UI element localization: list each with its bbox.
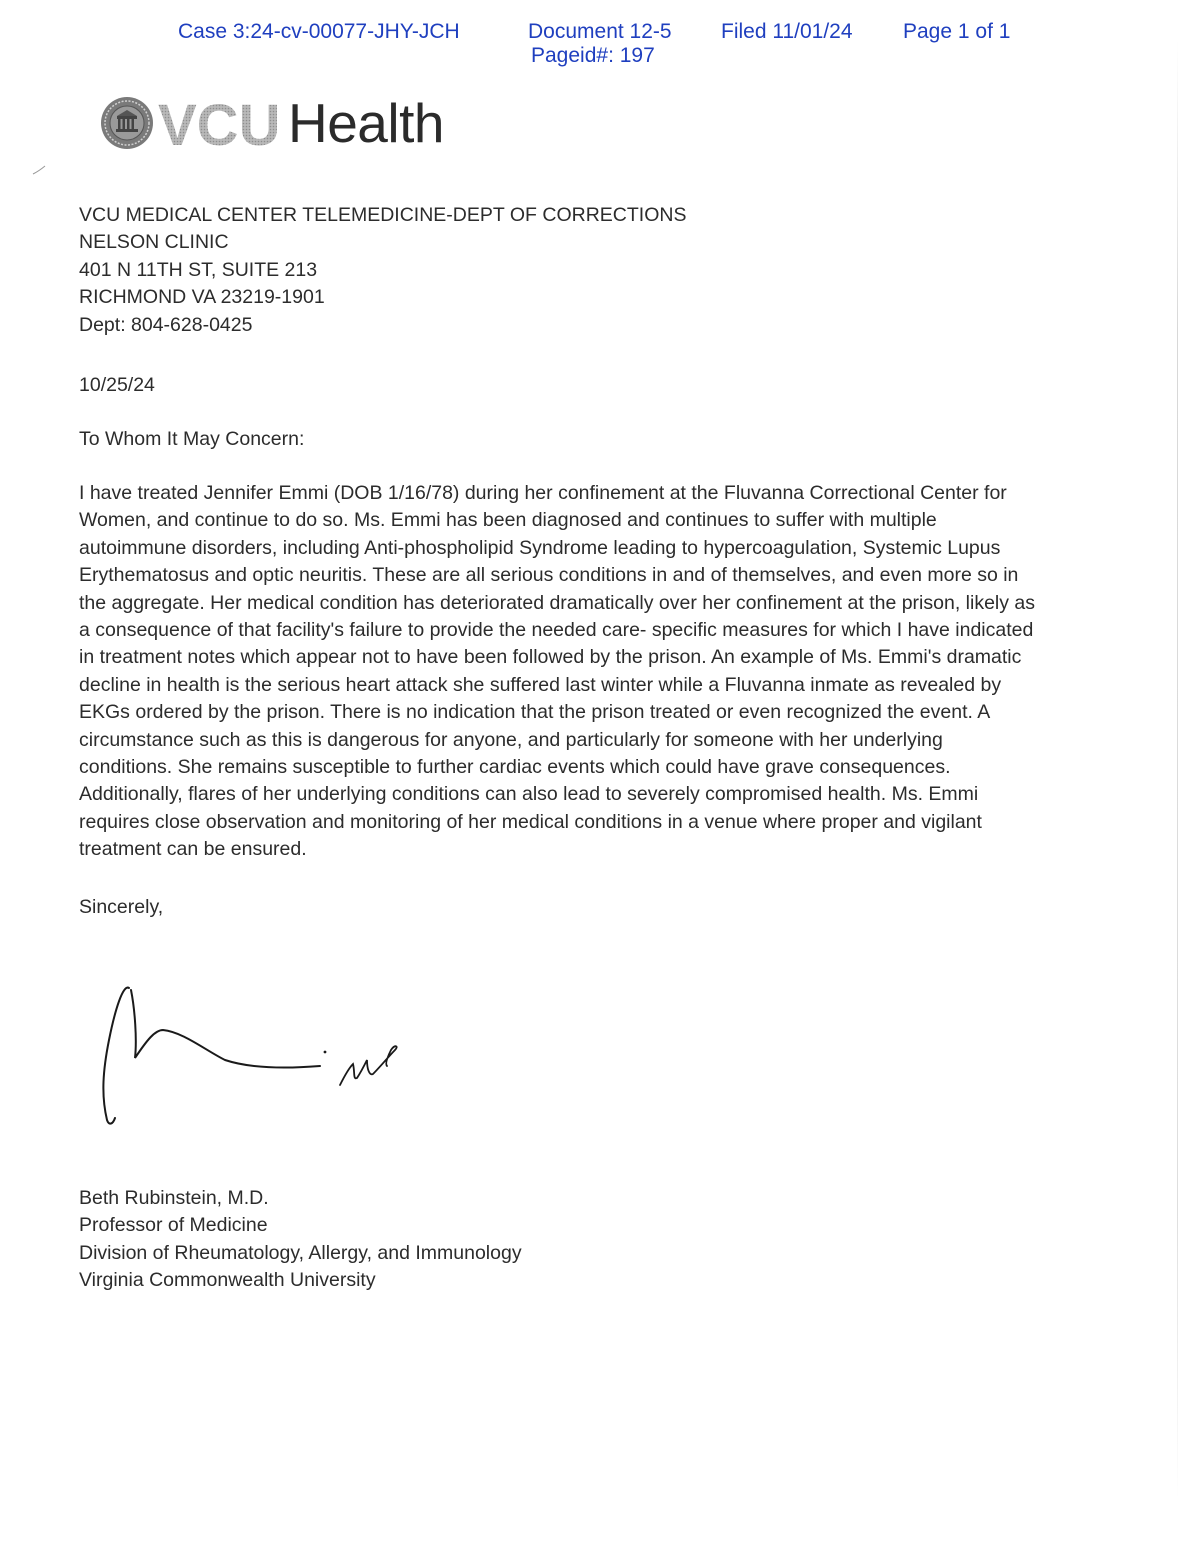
case-number: Case 3:24-cv-00077-JHY-JCH [178,20,460,43]
handwritten-signature [95,980,415,1130]
paragraph-line: a consequence of that facility's failure to provide the needed care- specific measures for which I have indicated [79,619,1034,642]
vcu-health-logo [100,92,460,154]
signer-name: Beth Rubinstein, M.D. [79,1187,269,1209]
paragraph-line: autoimmune disorders, including Anti-phospholipid Syndrome leading to hypercoagulation, Systemic Lupus [79,536,1001,559]
document-number: Document 12-5 [528,20,672,43]
signer-institution: Virginia Commonwealth University [79,1269,376,1292]
paragraph-line: circumstance such as this is dangerous for anyone, and particularly for someone with her underlying [79,728,943,751]
paragraph-line: in treatment notes which appear not to have been followed by the prison. An example of Ms. Emmi's dramatic [79,646,1022,669]
paragraph-line: decline in health is the serious heart attack she suffered last winter while a Fluvanna inmate as revealed by [79,673,1002,696]
address-line: 401 N 11TH ST, SUITE 213 [79,258,318,281]
paragraph-line: EKGs ordered by the prison. There is no indication that the prison treated or even recognized the event. A [79,701,991,724]
svg-text:VCU: VCU [158,93,281,154]
address-line: NELSON CLINIC [79,231,229,254]
paragraph-line: requires close observation and monitoring of her medical conditions in a venue where proper and vigilant [79,810,982,833]
clinic-address-block [79,202,686,339]
scan-edge [1177,40,1178,1500]
paragraph-line: Women, and continue to do so. Ms. Emmi has been diagnosed and continues to suffer with multiple [79,509,937,532]
signer-division: Division of Rheumatology, Allergy, and Immunology [79,1241,522,1264]
health-wordmark: Health [288,92,444,154]
vcu-wordmark [158,92,288,154]
page-number: Page 1 of 1 [903,20,1011,43]
scan-mark [32,165,46,175]
letter-body-paragraph [79,480,1129,864]
letter-date: 10/25/24 [79,374,155,396]
paragraph-line: the aggregate. Her medical condition has deteriorated dramatically over her confinement at the prison, likely as [79,591,1036,614]
paragraph-line: Erythematosus and optic neuritis. These are all serious conditions in and of themselves, and even more so in [79,564,1019,587]
paragraph-line: I have treated Jennifer Emmi (DOB 1/16/78) during her confinement at the Fluvanna Correctional Center for [79,482,1007,504]
letter-closing: Sincerely, [79,896,164,918]
court-filing-header [0,18,1200,67]
signer-block [79,1185,522,1295]
salutation: To Whom It May Concern: [79,428,305,450]
paragraph-line: treatment can be ensured. [79,838,307,861]
address-line: VCU MEDICAL CENTER TELEMEDICINE-DEPT OF CORRECTIONS [79,204,687,226]
filed-date: Filed 11/01/24 [721,20,853,43]
university-seal-icon [100,96,154,150]
page-id: Pageid#: 197 [531,44,655,67]
signer-title: Professor of Medicine [79,1214,268,1237]
paragraph-line: Additionally, flares of her underlying conditions can also lead to severely compromised health. Ms. Emmi [79,783,979,806]
address-line: RICHMOND VA 23219-1901 [79,286,325,309]
department-phone: Dept: 804-628-0425 [79,313,253,336]
paragraph-line: conditions. She remains susceptible to further cardiac events which could have grave consequences. [79,756,951,779]
